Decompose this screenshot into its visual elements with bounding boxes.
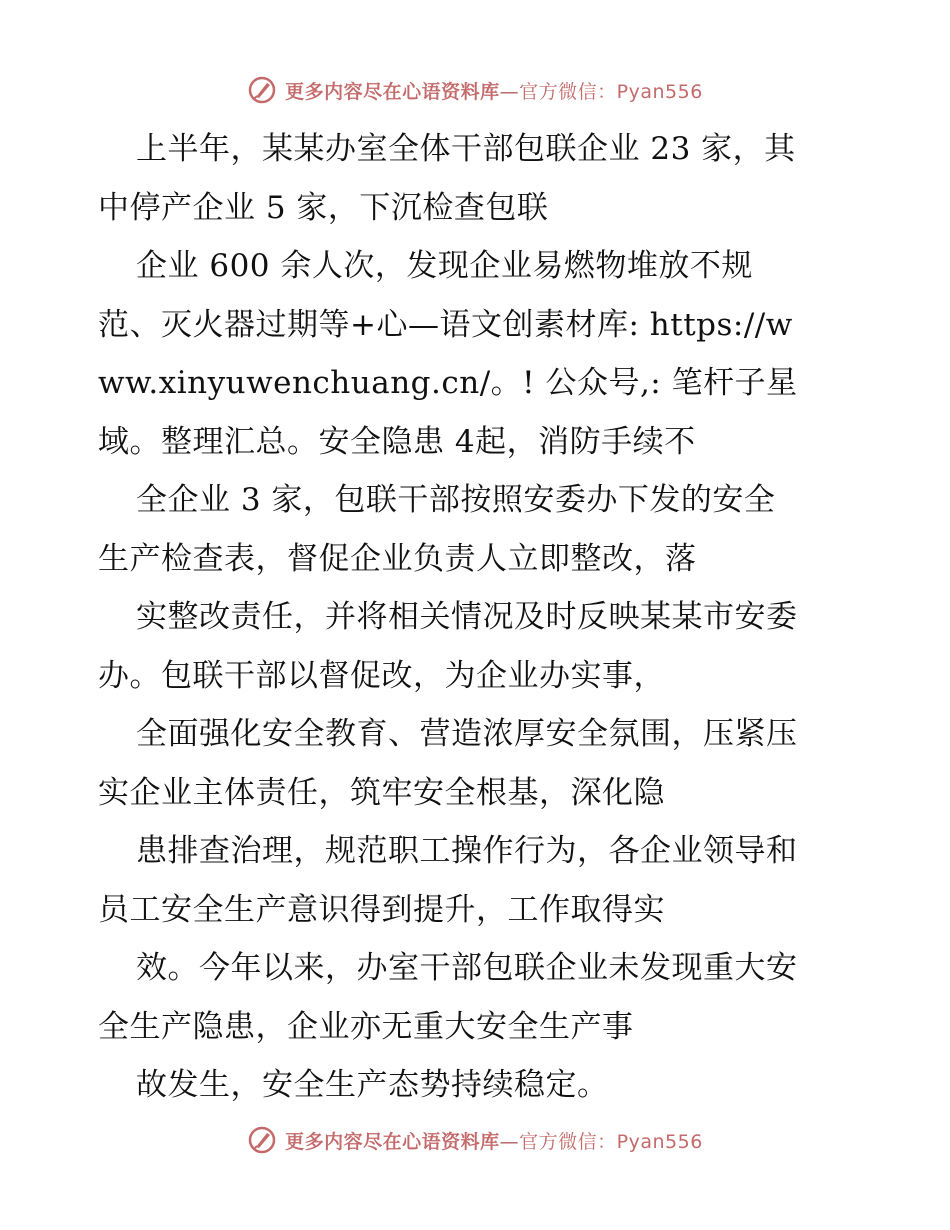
document-line: 域。整理汇总。安全隐患 4起，消防手续不 bbox=[98, 423, 696, 460]
watermark-text bbox=[285, 77, 703, 104]
document-line: 范、灭火器过期等+心—语文创素材库: https://w bbox=[98, 306, 793, 343]
watermark-contact: 官方微信：Pyan556 bbox=[519, 80, 703, 103]
document-line: ww.xinyuwenchuang.cn/。! 公众号,: 笔杆子星 bbox=[98, 365, 798, 401]
document-line: 患排查治理，规范职工操作行为，各企业领导和 bbox=[136, 833, 798, 869]
watermark-separator: — bbox=[499, 1130, 520, 1153]
document-body bbox=[98, 120, 858, 1115]
document-line: 办。包联干部以督促改，为企业办实事， bbox=[98, 657, 665, 694]
document-line: 全面强化安全教育、营造浓厚安全氛围，压紧压 bbox=[136, 716, 798, 752]
watermark-contact: 官方微信：Pyan556 bbox=[519, 1130, 703, 1153]
document-line: 效。今年以来，办室干部包联企业未发现重大安 bbox=[136, 950, 798, 986]
watermark-brand: 更多内容尽在心语资料库 bbox=[285, 80, 500, 103]
document-line: 员工安全生产意识得到提升，工作取得实 bbox=[98, 891, 665, 928]
quill-logo-icon bbox=[247, 75, 277, 105]
footer-watermark bbox=[0, 1120, 950, 1160]
document-line: 生产检查表，督促企业负责人立即整改，落 bbox=[98, 540, 697, 577]
document-line: 故发生，安全生产态势持续稳定。 bbox=[136, 1067, 609, 1103]
document-line: 企业 600 余人次，发现企业易燃物堆放不规 bbox=[136, 248, 753, 284]
header-watermark bbox=[0, 70, 950, 110]
document-line: 实企业主体责任，筑牢安全根基，深化隐 bbox=[98, 774, 665, 811]
watermark-separator: — bbox=[499, 80, 520, 103]
watermark-brand: 更多内容尽在心语资料库 bbox=[285, 1130, 500, 1153]
quill-logo-icon bbox=[247, 1125, 277, 1155]
document-line: 中停产企业 5 家，下沉检查包联 bbox=[98, 189, 549, 226]
watermark-text bbox=[285, 1127, 703, 1154]
document-line: 上半年，某某办室全体干部包联企业 23 家，其 bbox=[136, 131, 796, 167]
document-line: 实整改责任，并将相关情况及时反映某某市安委 bbox=[136, 599, 798, 635]
document-line: 全生产隐患，企业亦无重大安全生产事 bbox=[98, 1008, 634, 1045]
document-line: 全企业 3 家，包联干部按照安委办下发的安全 bbox=[136, 482, 776, 518]
